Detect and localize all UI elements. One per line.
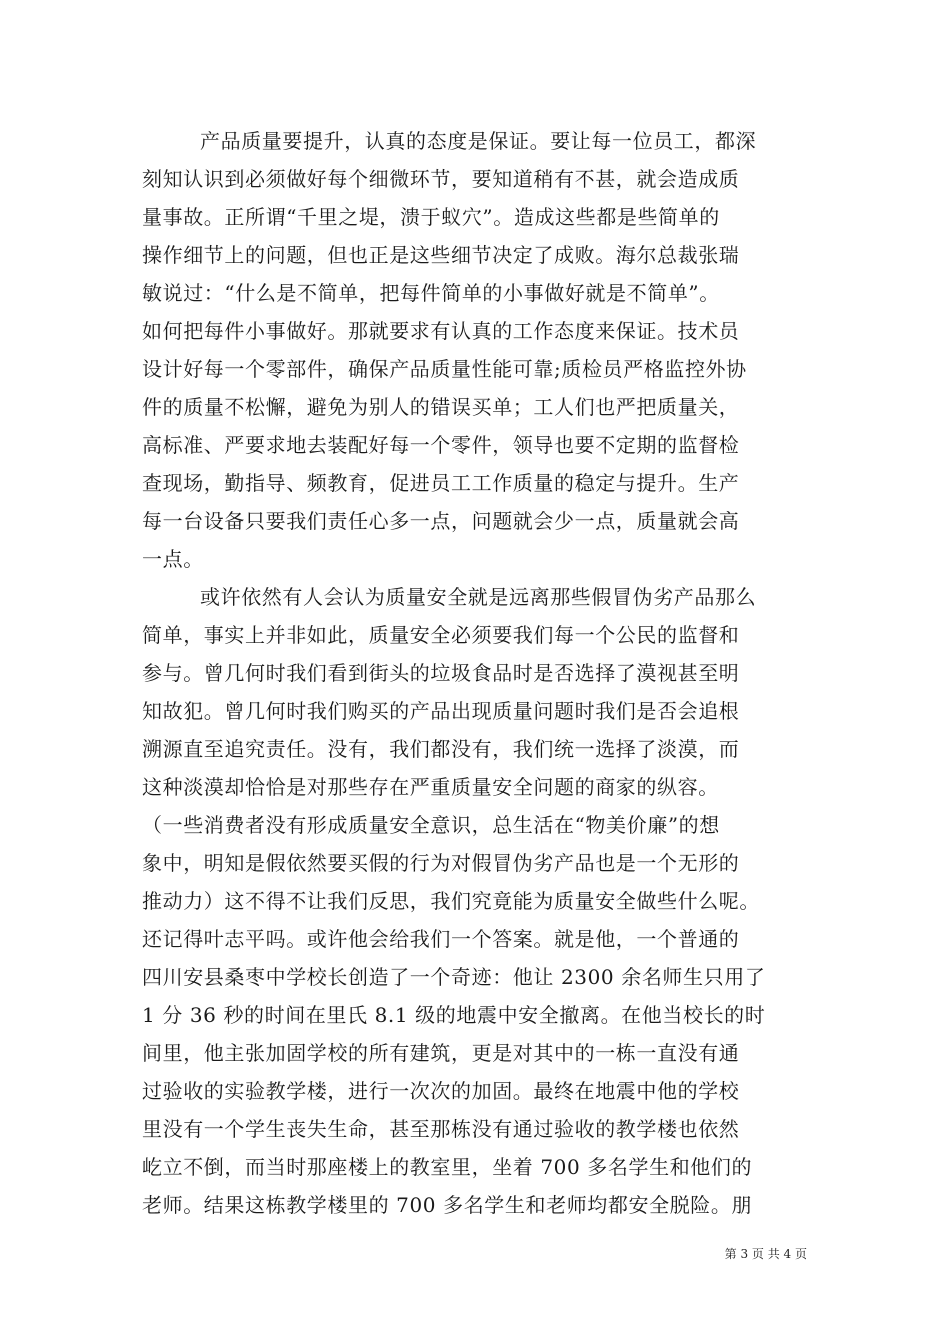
text-line: 四川安县桑枣中学校长创造了一个奇迹：他让 2300 余名师生只用了: [142, 965, 766, 989]
text-line: 设计好每一个零部件，确保产品质量性能可靠;质检员严格监控外协: [142, 357, 747, 381]
text-line: 一点。: [142, 547, 204, 571]
text-line: 查现场，勤指导、频教育，促进员工工作质量的稳定与提升。生产: [142, 471, 740, 495]
text-line: 件的质量不松懈，避免为别人的错误买单；工人们也严把质量关，: [142, 395, 740, 419]
text-line: 象中，明知是假依然要买假的行为对假冒伪劣产品也是一个无形的: [142, 851, 740, 875]
text-line: 过验收的实验教学楼，进行一次次的加固。最终在地震中他的学校: [142, 1079, 740, 1103]
text-line: 操作细节上的问题，但也正是这些细节决定了成败。海尔总裁张瑞: [142, 243, 740, 267]
text-line: 屹立不倒，而当时那座楼上的教室里，坐着 700 多名学生和他们的: [142, 1155, 753, 1179]
text-line: 还记得叶志平吗。或许他会给我们一个答案。就是他，一个普通的: [142, 927, 740, 951]
text-line: 量事故。正所谓“千里之堤，溃于蚁穴”。造成这些都是些简单的: [142, 205, 720, 229]
text-line: 敏说过：“什么是不简单，把每件简单的小事做好就是不简单”。: [142, 281, 720, 305]
page-number: 第 3 页 共 4 页: [724, 1247, 807, 1261]
text-line: 如何把每件小事做好。那就要求有认真的工作态度来保证。技术员: [142, 319, 740, 343]
text-line: 推动力）这不得不让我们反思，我们究竟能为质量安全做些什么呢。: [142, 889, 760, 913]
text-line: 里没有一个学生丧失生命，甚至那栋没有通过验收的教学楼也依然: [142, 1117, 740, 1141]
text-line: 参与。曾几何时我们看到街头的垃圾食品时是否选择了漠视甚至明: [142, 661, 740, 685]
text-line: 这种淡漠却恰恰是对那些存在严重质量安全问题的商家的纵容。: [142, 775, 719, 799]
paragraph-quality-safety: [142, 578, 822, 1224]
text-line: 简单，事实上并非如此，质量安全必须要我们每一个公民的监督和: [142, 623, 740, 647]
text-line: 产品质量要提升，认真的态度是保证。要让每一位员工，都深: [200, 129, 757, 153]
text-line: 或许依然有人会认为质量安全就是远离那些假冒伪劣产品那么: [200, 585, 757, 609]
text-line: 间里，他主张加固学校的所有建筑，更是对其中的一栋一直没有通: [142, 1041, 740, 1065]
text-line: 溯源直至追究责任。没有，我们都没有，我们统一选择了淡漠，而: [142, 737, 740, 761]
paragraph-quality-attitude: [142, 122, 822, 578]
text-line: 老师。结果这栋教学楼里的 700 多名学生和老师均都安全脱险。朋: [142, 1193, 753, 1217]
text-line: （一些消费者没有形成质量安全意识，总生活在“物美价廉”的想: [142, 813, 720, 837]
text-line: 高标准、严要求地去装配好每一个零件，领导也要不定期的监督检: [142, 433, 740, 457]
text-line: 刻知认识到必须做好每个细微环节，要知道稍有不甚，就会造成质: [142, 167, 740, 191]
text-line: 每一台设备只要我们责任心多一点，问题就会少一点，质量就会高: [142, 509, 740, 533]
text-line: 1 分 36 秒的时间在里氏 8.1 级的地震中安全撤离。在他当校长的时: [142, 1003, 766, 1027]
text-line: 知故犯。曾几何时我们购买的产品出现质量问题时我们是否会追根: [142, 699, 740, 723]
body-text: [142, 122, 822, 1224]
